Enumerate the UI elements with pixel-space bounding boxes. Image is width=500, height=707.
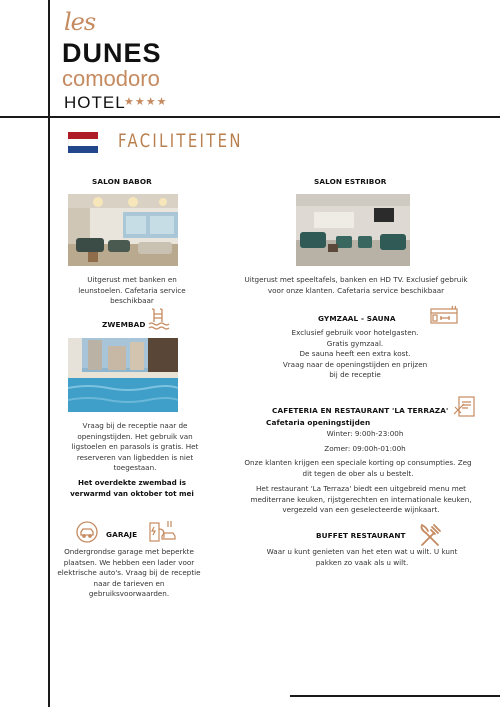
salon-babor-description: Uitgerust met banken en leunstoelen. Cafetaria service beschikbaar — [78, 275, 186, 306]
swimming-pool-icon — [148, 308, 170, 330]
left-vertical-rule — [48, 0, 50, 707]
page-title: FACILITEITEN — [118, 130, 243, 152]
logo-comodoro: comodoro — [62, 66, 160, 91]
gym-line-1: Exclusief gebruik voor hotelgasten. — [291, 328, 419, 337]
gym-line-3: De sauna heeft een extra kost. — [299, 349, 411, 359]
salon-estribor-description: Uitgerust met speeltafels, banken en HD TV. Exclusief gebruik voor onze klanten. Cafetaria service beschikbaar — [244, 275, 468, 295]
ev-charger-icon — [148, 519, 176, 545]
salon-babor-heading: SALON BABOR — [92, 177, 152, 186]
logo-stars: ★★★★ — [124, 95, 168, 108]
buffet-description: Waar u kunt genieten van het eten wat u wilt. U kunt pakken zo vaak als u wilt. — [266, 547, 458, 567]
gym-line-5: bij de receptie — [329, 370, 381, 380]
zwembad-photo — [68, 338, 178, 412]
cafeteria-winter-hours: Winter: 9:00h-23:00h — [326, 429, 404, 438]
gym-line-2: Gratis gymzaal. — [326, 338, 384, 348]
cafeteria-summer-hours: Zomer: 09:00h-01:00h — [324, 444, 406, 453]
gym-line-4: Vraag naar de openingstijden en prijzen — [282, 359, 428, 369]
logo-hotel: HOTEL — [64, 93, 126, 112]
gymzaal-sauna-heading: GYMZAAL - SAUNA — [318, 314, 396, 323]
cafeteria-opening-hours-heading: Cafetaria openingstijden — [266, 418, 371, 427]
logo-dunes: DUNES — [62, 38, 162, 68]
la-terraza-menu-text: Het restaurant 'La Terraza' biedt een uitgebreid menu met mediterrane keuken, rijstgerechten en internationale keuken, vergezeld van een geselecteerde wijnkaart. — [250, 484, 472, 515]
buffet-restaurant-heading: BUFFET RESTAURANT — [316, 531, 406, 540]
netherlands-flag-icon — [68, 132, 98, 153]
logo-les: les — [64, 8, 96, 36]
zwembad-description: Vraag bij de receptie naar de openingstijden. Het gebruik van ligstoelen en parasols is gratis. Het reserveren van ligbedden is niet toegestaan. — [71, 421, 199, 473]
salon-estribor-photo — [296, 194, 410, 266]
garaje-heading: GARAJE — [106, 530, 138, 539]
header-horizontal-rule — [0, 116, 500, 118]
zwembad-heated-note: Het overdekte zwembad is verwarmd van oktober tot mei — [70, 478, 194, 498]
footer-horizontal-rule — [290, 695, 500, 697]
zwembad-heading: ZWEMBAD — [102, 320, 146, 329]
salon-estribor-heading: SALON ESTRIBOR — [314, 177, 387, 186]
cafeteria-discount-text: Onze klanten krijgen een speciale korting op consumpties. Zeg dit tegen de ober als u bestelt. — [244, 458, 472, 478]
garaje-description: Ondergrondse garage met beperkte plaatsen. We hebben een lader voor elektrische auto's. Vraag bij de receptie naar de tarieven en gebruiksvoorwaarden. — [57, 547, 201, 599]
menu-card-icon — [452, 394, 476, 418]
gym-sauna-icon — [430, 304, 458, 326]
salon-babor-photo — [68, 194, 178, 266]
gymzaal-sauna-description — [270, 328, 440, 381]
cafeteria-heading: CAFETERIA EN RESTAURANT 'LA TERRAZA' — [272, 406, 449, 415]
garage-icon — [76, 521, 98, 543]
fork-knife-icon — [418, 523, 442, 547]
